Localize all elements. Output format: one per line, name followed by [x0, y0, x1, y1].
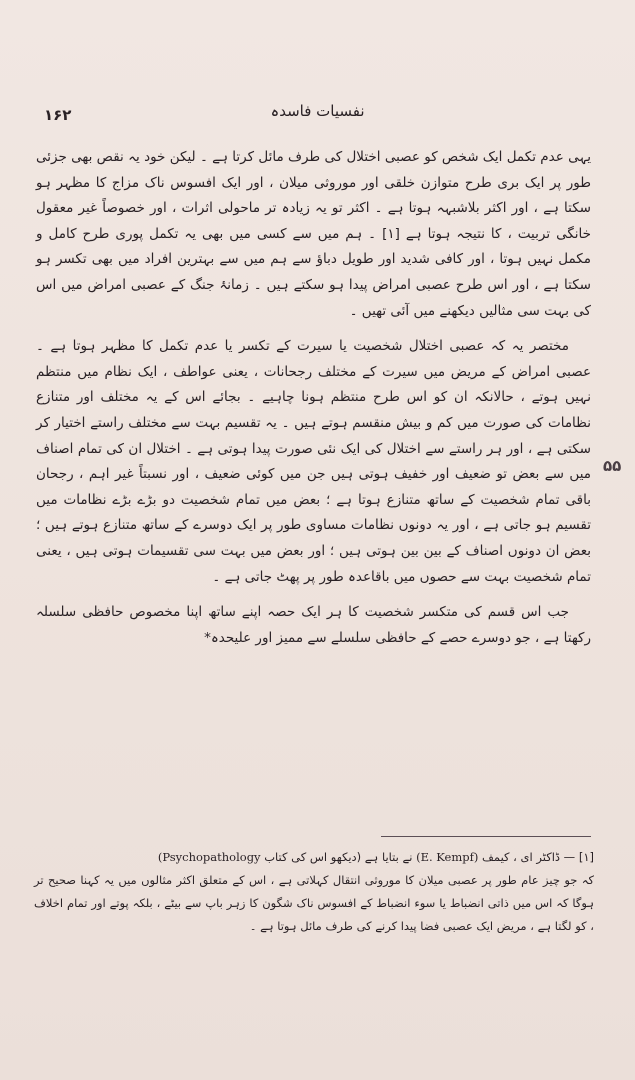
footnote-ref: [۱] — ڈاکٹر ای ، کیمف — [482, 850, 594, 864]
body-text — [36, 145, 591, 651]
paragraph-2: مختصر یہ کہ عصبی اختلال شخصیت یا سیرت کے تکسر یا عدم تکمل کا مظہر ہوتا ہے ۔ عصبی امراض کے مریض میں سیرت کے مختلف رجحانات ، یعنی عواطف ، ایک نظام میں منتظم نہیں ہوتے ، حالانکہ ان کو اس طرح منتظم ہونا چاہیے ۔ بجائے اس کے یہ مختلف اور متنازع نظامات کی صورت میں کم و بیش منقسم ہوتے ہیں ۔ یہ تقسیم بہت سے مختلف راستے اختیار کر سکتی ہے ، اور ہر راستے سے اختلال کی ایک نئی صورت پیدا ہوتی ہے ۔ اختلال ان کی تمام اصناف میں سے بعض تو ضعیف اور خفیف ہوتی ہیں جن میں کوئی ضعیف ، اور نسبتاً غیر اہم ، رجحان باقی تمام شخصیت کے ساتھ متنازع ہوتا ہے ؛ بعض میں تمام شخصیت دو بڑے بڑے نظامات میں تقسیم ہو جاتی ہے ، اور یہ دونوں نظامات مساوی طور پر ایک دوسرے کے ساتھ متنازع ہوتے ہیں ؛ بعض ان دونوں اصناف کے بین بین ہوتی ہیں ؛ اور بعض میں بہت سی تقسیمات ہوتی ہیں ، یعنی تمام شخصیت بہت سے حصوں میں باقاعدہ طور پر پھٹ جاتی ہے ۔ — [36, 338, 591, 585]
footnote-divider — [381, 836, 591, 837]
page-header — [30, 100, 605, 130]
paragraph-1: یہی عدم تکمل ایک شخص کو عصبی اختلال کی طرف مائل کرتا ہے ۔ لیکن خود یہ نقص بھی جزئی طور پر ایک بری طرح متوازن خلقی اور موروثی میلان ، اور ایک افسوس ناک مزاج کا مظہر ہو سکتا ہے ، اور اکثر بلاشبہہ ہوتا ہے ۔ اکثر تو یہ زیادہ تر ماحولی اثرات ، اور خصوصاً غیر معقول خانگی تربیت ، کا نتیجہ ہوتا ہے [۱] ۔ ہم میں سے کسی میں بھی یہ تکمل پوری طرح کامل و مکمل نہیں ہوتا ، اور کافی شدید اور طویل دباؤ سے ہم میں سے بہترین افراد میں بھی تکسر ہو سکتا ہے ، اور اس طرح عصبی امراض پیدا ہو سکتے ہیں ۔ زمانۂ جنگ کے عصبی امراض میں اس کی بہت سی مثالیں دیکھنے میں آئی تھیں ۔ — [36, 149, 591, 319]
margin-note: ۵۵ — [603, 457, 622, 475]
footnote-body: کہ جو چیز عام طور پر عصبی میلان کا موروثی انتقال کہلاتی ہے ، اس کے متعلق اکثر مثالوں میں یہ کہنا صحیح تر ہوگا کہ اس میں ذاتی انضباط یا سوء انضباط کے افسوس ناک شگون کا زہر باپ سے بیٹے ، بلکہ پوتے اور تمام اخلاف ، کو لگتا ہے ، مریض ایک عصبی فضا پیدا کرنے کی طرف مائل ہوتا ہے ۔ — [34, 873, 594, 933]
footnote-first-line — [34, 846, 594, 869]
footnote-book-latin: (Psychopathology — [157, 850, 261, 864]
footnote-text-2: نے بتایا ہے (دیکھو اس کی کتاب — [264, 850, 413, 864]
footnote — [34, 846, 594, 938]
running-title: نفسیات فاسدہ — [270, 102, 365, 120]
paragraph-3: جب اس قسم کی متکسر شخصیت کا ہر ایک حصہ اپنے ساتھ اپنا مخصوص حافظی سلسلہ رکھتا ہے ، جو دوسرے حصے کے حافظی سلسلے سے ممیز اور علیحدہ* — [36, 604, 591, 646]
footnote-author-latin: (E. Kempf) — [416, 850, 479, 864]
page-number: ۱۶۲ — [44, 106, 72, 124]
